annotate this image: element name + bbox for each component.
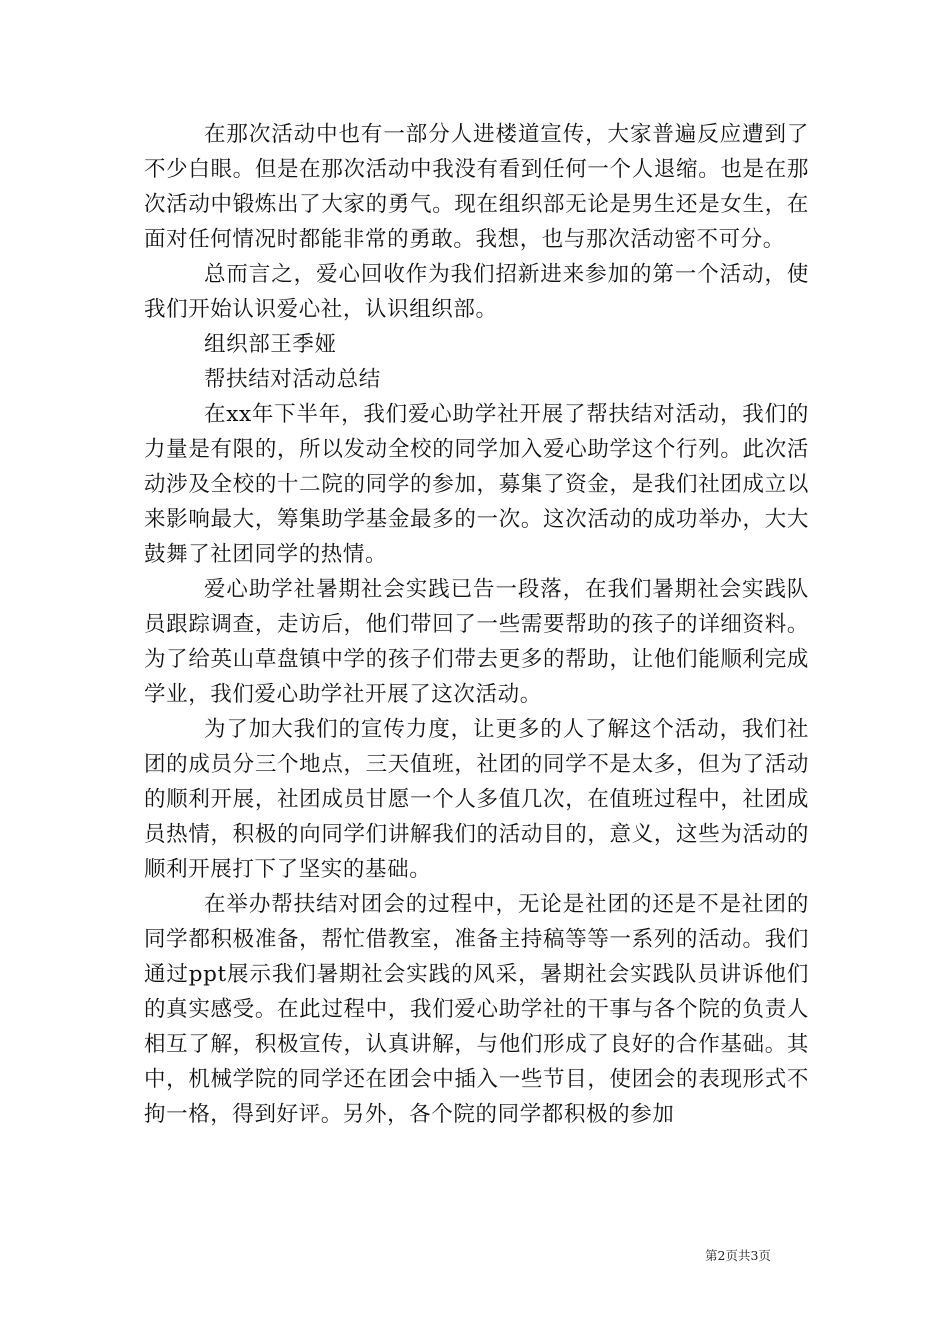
paragraph-signature: 组织部王季娅 (204, 332, 337, 357)
paragraph-5: 为了加大我们的宣传力度，让更多的人了解这个活动，我们社团的成员分三个地点，三天值班，社团的同学不是太多，但为了活动的顺利开展，社团成员甘愿一个人多值几次，在值班过程中，社团成员热情，积极的向同学们讲解我们的活动目的，意义，这些为活动的顺利开展打下了坚实的基础。 (144, 717, 809, 882)
paragraph-6: 在举办帮扶结对团会的过程中，无论是社团的还是不是社团的同学都积极准备，帮忙借教室，准备主持稿等等一系列的活动。我们通过ppt展示我们暑期社会实践的风采，暑期社会实践队员讲诉他们的真实感受。在此过程中，我们爱心助学社的干事与各个院的负责人相互了解，积极宣传，认真讲解，与他们形成了良好的合作基础。其中，机械学院的同学还在团会中插入一些节目，使团会的表现形式不拘一格，得到好评。另外，各个院的同学都积极的参加 (144, 892, 809, 1127)
paragraph-3: 在xx年下半年，我们爱心助学社开展了帮扶结对活动，我们的力量是有限的，所以发动全校的同学加入爱心助学这个行列。此次活动涉及全校的十二院的同学的参加，募集了资金，是我们社团成立以来影响最大，筹集助学基金最多的一次。这次活动的成功举办，大大鼓舞了社团同学的热情。 (144, 402, 809, 567)
section-title: 帮扶结对活动总结 (204, 367, 381, 392)
paragraph-4: 爱心助学社暑期社会实践已告一段落，在我们暑期社会实践队员跟踪调查，走访后，他们带回了一些需要帮助的孩子的详细资料。为了给英山草盘镇中学的孩子们带去更多的帮助，让他们能顺利完成学业，我们爱心助学社开展了这次活动。 (144, 577, 809, 707)
paragraph-2: 总而言之，爱心回收作为我们招新进来参加的第一个活动，使我们开始认识爱心社，认识组织部。 (144, 262, 809, 322)
document-body (144, 117, 809, 1132)
page-number: 第2页共3页 (705, 1248, 771, 1263)
paragraph-1: 在那次活动中也有一部分人进楼道宣传，大家普遍反应遭到了不少白眼。但是在那次活动中我没有看到任何一个人退缩。也是在那次活动中锻炼出了大家的勇气。现在组织部无论是男生还是女生，在面对任何情况时都能非常的勇敢。我想，也与那次活动密不可分。 (144, 122, 809, 252)
